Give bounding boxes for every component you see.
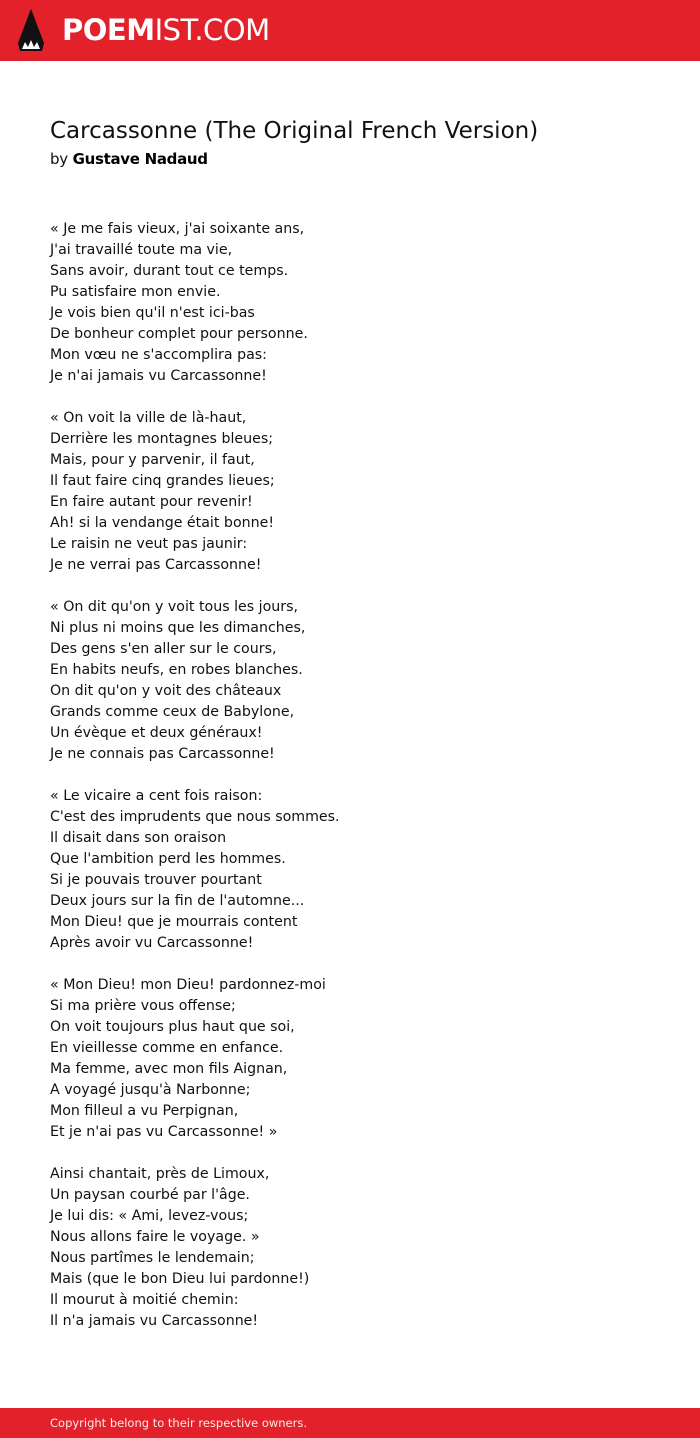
poem-body [50, 219, 670, 1353]
site-logo[interactable] [62, 12, 270, 48]
poem-line: Deux jours sur la fin de l'automne... [50, 893, 305, 909]
poem-line: Un paysan courbé par l'âge. [50, 1187, 250, 1203]
poem-line: Je n'ai jamais vu Carcassonne! [50, 368, 267, 384]
site-header [0, 0, 700, 61]
poem-line: Si je pouvais trouver pourtant [50, 872, 262, 888]
logo-bold-text: POEM [62, 13, 155, 47]
poem-line: « Le vicaire a cent fois raison: [50, 788, 263, 804]
poem-line: J'ai travaillé toute ma vie, [50, 242, 233, 258]
poem-line: Sans avoir, durant tout ce temps. [50, 263, 289, 279]
poem-line: « On dit qu'on y voit tous les jours, [50, 599, 299, 615]
stanza [50, 786, 670, 954]
poem-line: « On voit la ville de là-haut, [50, 410, 247, 426]
poem-line: Il n'a jamais vu Carcassonne! [50, 1313, 259, 1329]
poem-line: Je lui dis: « Ami, levez-vous; [50, 1208, 249, 1224]
poem-line: En habits neufs, en robes blanches. [50, 662, 303, 678]
poem-line: Mais (que le bon Dieu lui pardonne!) [50, 1271, 310, 1287]
poem-line: On voit toujours plus haut que soi, [50, 1019, 295, 1035]
poem-line: « Je me fais vieux, j'ai soixante ans, [50, 221, 305, 237]
poem-line: On dit qu'on y voit des châteaux [50, 683, 282, 699]
poem-line: Ah! si la vendange était bonne! [50, 515, 275, 531]
poem-line: Après avoir vu Carcassonne! [50, 935, 254, 951]
poem-line: Il mourut à moitié chemin: [50, 1292, 239, 1308]
logo-light-text: IST.COM [154, 13, 270, 47]
poem-line: Un évèque et deux généraux! [50, 725, 263, 741]
poem-line: Mon Dieu! que je mourrais content [50, 914, 298, 930]
stanza [50, 975, 670, 1143]
poem-line: Mon vœu ne s'accomplira pas: [50, 347, 267, 363]
copyright-text: Copyright belong to their respective owners. [50, 1416, 308, 1430]
poem-line: Il faut faire cinq grandes lieues; [50, 473, 275, 489]
stanza [50, 1164, 670, 1332]
poem-line: Ni plus ni moins que les dimanches, [50, 620, 306, 636]
poem-line: Des gens s'en aller sur le cours, [50, 641, 277, 657]
poem-line: De bonheur complet pour personne. [50, 326, 308, 342]
pencil-icon[interactable] [18, 9, 44, 51]
poem-line: Il disait dans son oraison [50, 830, 227, 846]
poem-line: Ainsi chantait, près de Limoux, [50, 1166, 270, 1182]
poem-line: Si ma prière vous offense; [50, 998, 236, 1014]
stanza [50, 408, 670, 576]
by-label: by [50, 150, 68, 168]
poem-line: C'est des imprudents que nous sommes. [50, 809, 340, 825]
poem-line: Que l'ambition perd les hommes. [50, 851, 286, 867]
byline [50, 148, 208, 170]
poem-line: Et je n'ai pas vu Carcassonne! » [50, 1124, 278, 1140]
poem-line: Mon filleul a vu Perpignan, [50, 1103, 239, 1119]
poem-title: Carcassonne (The Original French Version) [50, 118, 539, 144]
poem-line: En faire autant pour revenir! [50, 494, 253, 510]
stanza [50, 219, 670, 387]
poem-line: Mais, pour y parvenir, il faut, [50, 452, 255, 468]
poem-line: Grands comme ceux de Babylone, [50, 704, 295, 720]
poem-line: Nous allons faire le voyage. » [50, 1229, 260, 1245]
poem-line: A voyagé jusqu'à Narbonne; [50, 1082, 251, 1098]
poem-line: Je vois bien qu'il n'est ici-bas [50, 305, 255, 321]
poem-line: Ma femme, avec mon fils Aignan, [50, 1061, 288, 1077]
poem-line: Derrière les montagnes bleues; [50, 431, 274, 447]
poem-line: En vieillesse comme en enfance. [50, 1040, 284, 1056]
author-link[interactable]: Gustave Nadaud [72, 150, 208, 168]
poem-line: Pu satisfaire mon envie. [50, 284, 221, 300]
poem-line: Je ne connais pas Carcassonne! [50, 746, 275, 762]
poem-line: « Mon Dieu! mon Dieu! pardonnez-moi [50, 977, 326, 993]
poem-line: Je ne verrai pas Carcassonne! [50, 557, 262, 573]
poem-line: Nous partîmes le lendemain; [50, 1250, 255, 1266]
poem-line: Le raisin ne veut pas jaunir: [50, 536, 248, 552]
site-footer [0, 1408, 700, 1438]
stanza [50, 597, 670, 765]
